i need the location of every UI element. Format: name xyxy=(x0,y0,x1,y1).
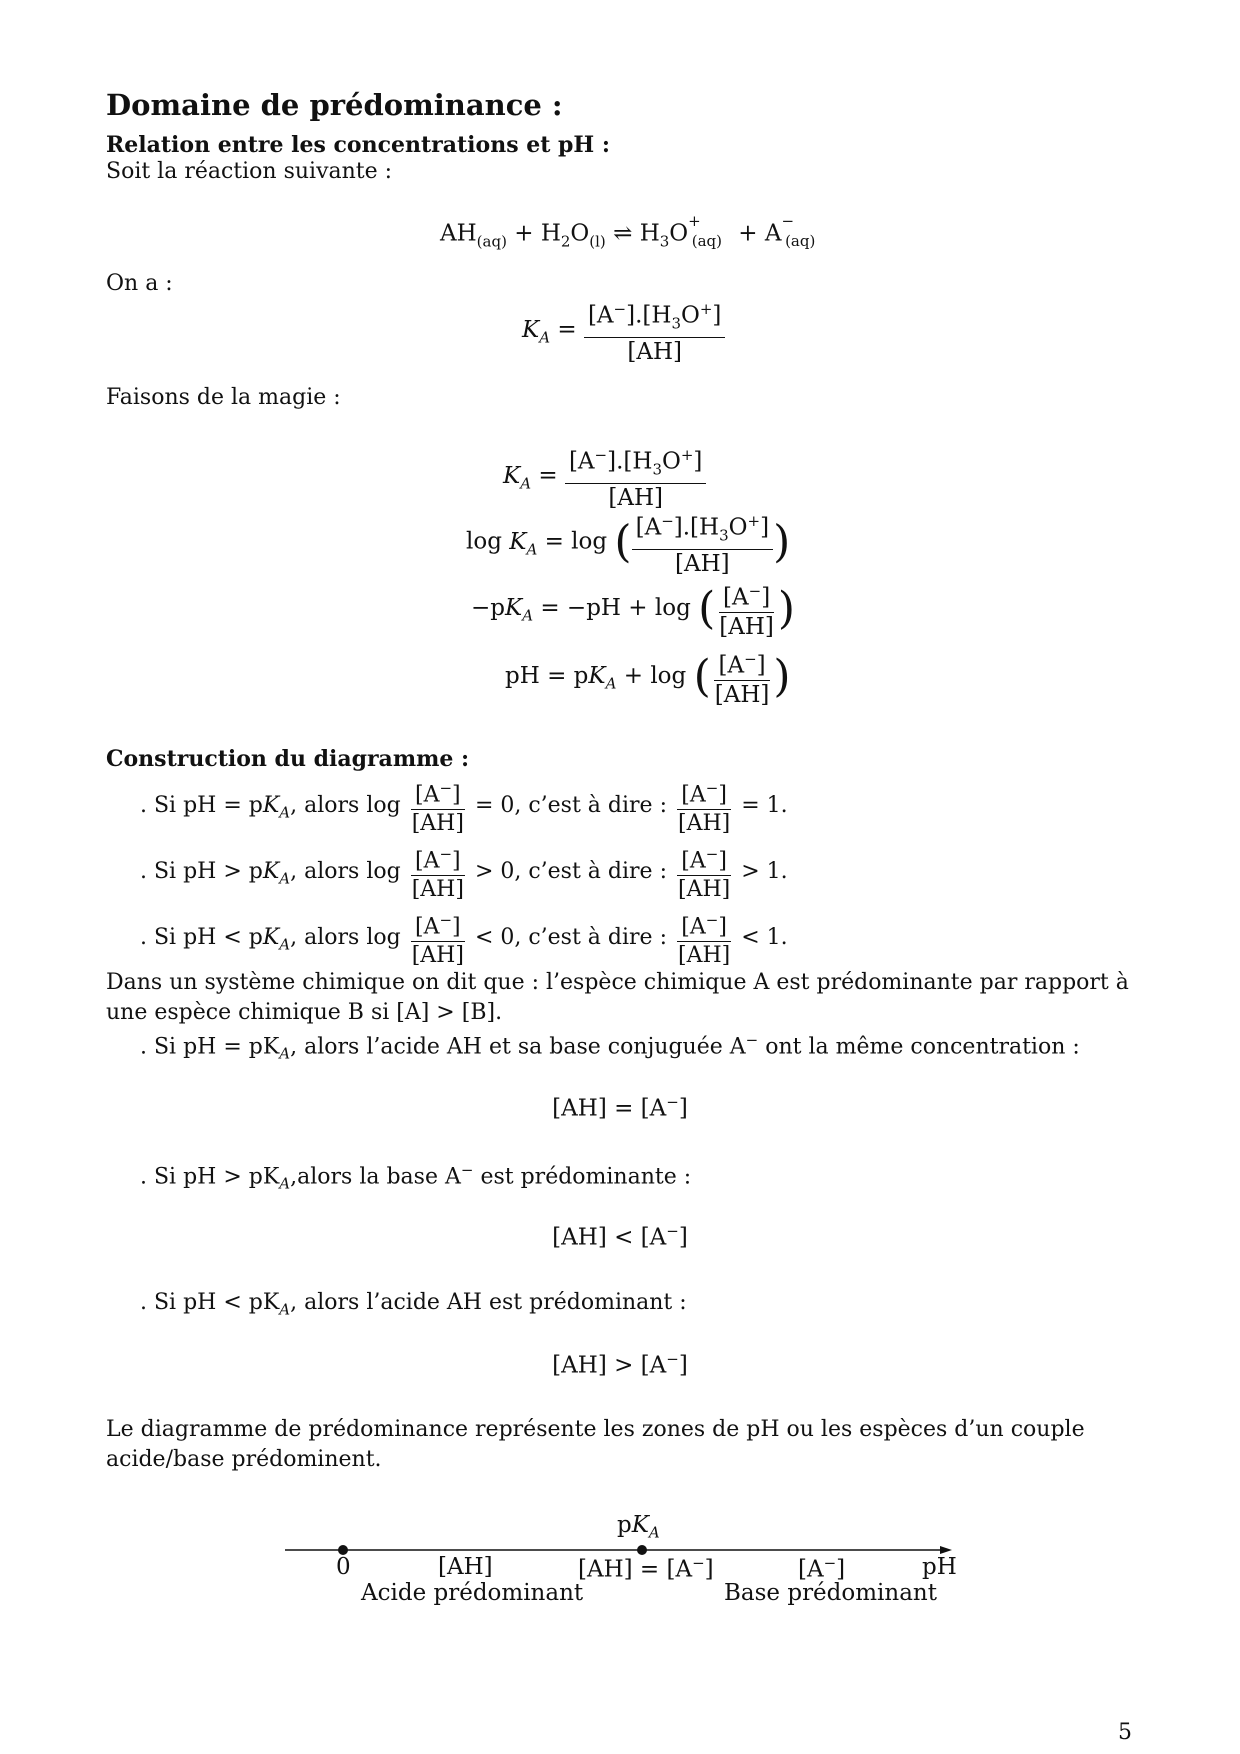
bullet-log-equal: . Si pH = $pK_A$, alors log $\frac{[A^-]}{[AH]}$ = 0, c’est à dire : $\frac{[A^-]}{[AH]}$ = 1. xyxy=(140,774,788,838)
subsection-relation-title: Relation entre les concentrations et pH : xyxy=(106,132,611,158)
ph-label: pH xyxy=(922,1554,957,1580)
right-species: [A−] xyxy=(798,1554,846,1583)
on-a-text: On a : xyxy=(106,271,173,296)
case-equal-text: . Si pH = $pK_A$, alors l’acide AH et sa base conjuguée A− ont la même concentration : xyxy=(140,1031,1080,1063)
left-caption: Acide prédominant xyxy=(361,1580,584,1606)
predominance-definition: Dans un système chimique on dit que : l’espèce chimique A est prédominante par rapport à une espèce chimique B si [A] > [B]. xyxy=(106,970,1129,1025)
equation-equal: [AH] = [A−] xyxy=(552,1093,688,1122)
bullet-log-less: . Si pH < $pK_A$, alors log $\frac{[A^-]}{[AH]}$ < 0, c’est à dire : $\frac{[A^-]}{[AH]}$ < 1. xyxy=(140,906,788,970)
intro-text: Soit la réaction suivante : xyxy=(106,159,393,184)
case-less-text: . Si pH < $pK_A$, alors l’acide AH est prédominant : xyxy=(140,1290,687,1319)
derivation-line-3: $-pK_A = -pH + \log$ ( $\frac{[A^-]}{[AH]}$ ) xyxy=(471,577,795,641)
equation-greater: [AH] < [A−] xyxy=(552,1222,688,1251)
section-title: Domaine de prédominance : xyxy=(106,88,563,122)
zero-label: 0 xyxy=(336,1554,351,1580)
bullet-log-greater: . Si pH > $pK_A$, alors log $\frac{[A^-]}{[AH]}$ > 0, c’est à dire : $\frac{[A^-]}{[AH]}$ > 1. xyxy=(140,840,788,904)
derivation-line-1: $K_A$ = $\frac{[A^-].[H_3O^+]}{[AH]}$ xyxy=(503,441,706,512)
page-number: 5 xyxy=(1118,1720,1132,1745)
pka-label: $pK_A$ xyxy=(617,1512,660,1542)
ka-definition: $K_A$ = $\frac{[A^-].[H_3O^+]}{[AH]}$ xyxy=(522,295,725,366)
ph-axis-arrowhead xyxy=(940,1546,952,1554)
middle-label: [AH] = [A−] xyxy=(578,1554,714,1583)
reaction-equation: $AH_{(aq)} + H_2O_{(l)}$ ⇌ $H_3O^+_{(aq)} + A^-_{(aq)}$ xyxy=(440,212,816,251)
derivation-line-2: $\log K_A = \log$ ( $\frac{[A^-].[H_3O^+]}{[AH]}$ ) xyxy=(466,507,790,578)
case-greater-text: . Si pH > $pK_A,alors$ la base A− est prédominante : xyxy=(140,1161,692,1193)
diagram-intro: Le diagramme de prédominance représente les zones de pH ou les espèces d’un couple acide/base prédominent. xyxy=(106,1417,1085,1472)
equation-less: [AH] > [A−] xyxy=(552,1350,688,1379)
magic-text: Faisons de la magie : xyxy=(106,385,341,410)
derivation-line-4: pH = $pK_A + \log$ ( $\frac{[A^-]}{[AH]}$ ) xyxy=(505,645,791,709)
right-caption: Base prédominant xyxy=(724,1580,937,1606)
subsection-construction-title: Construction du diagramme : xyxy=(106,746,470,772)
left-species: [AH] xyxy=(438,1554,493,1580)
